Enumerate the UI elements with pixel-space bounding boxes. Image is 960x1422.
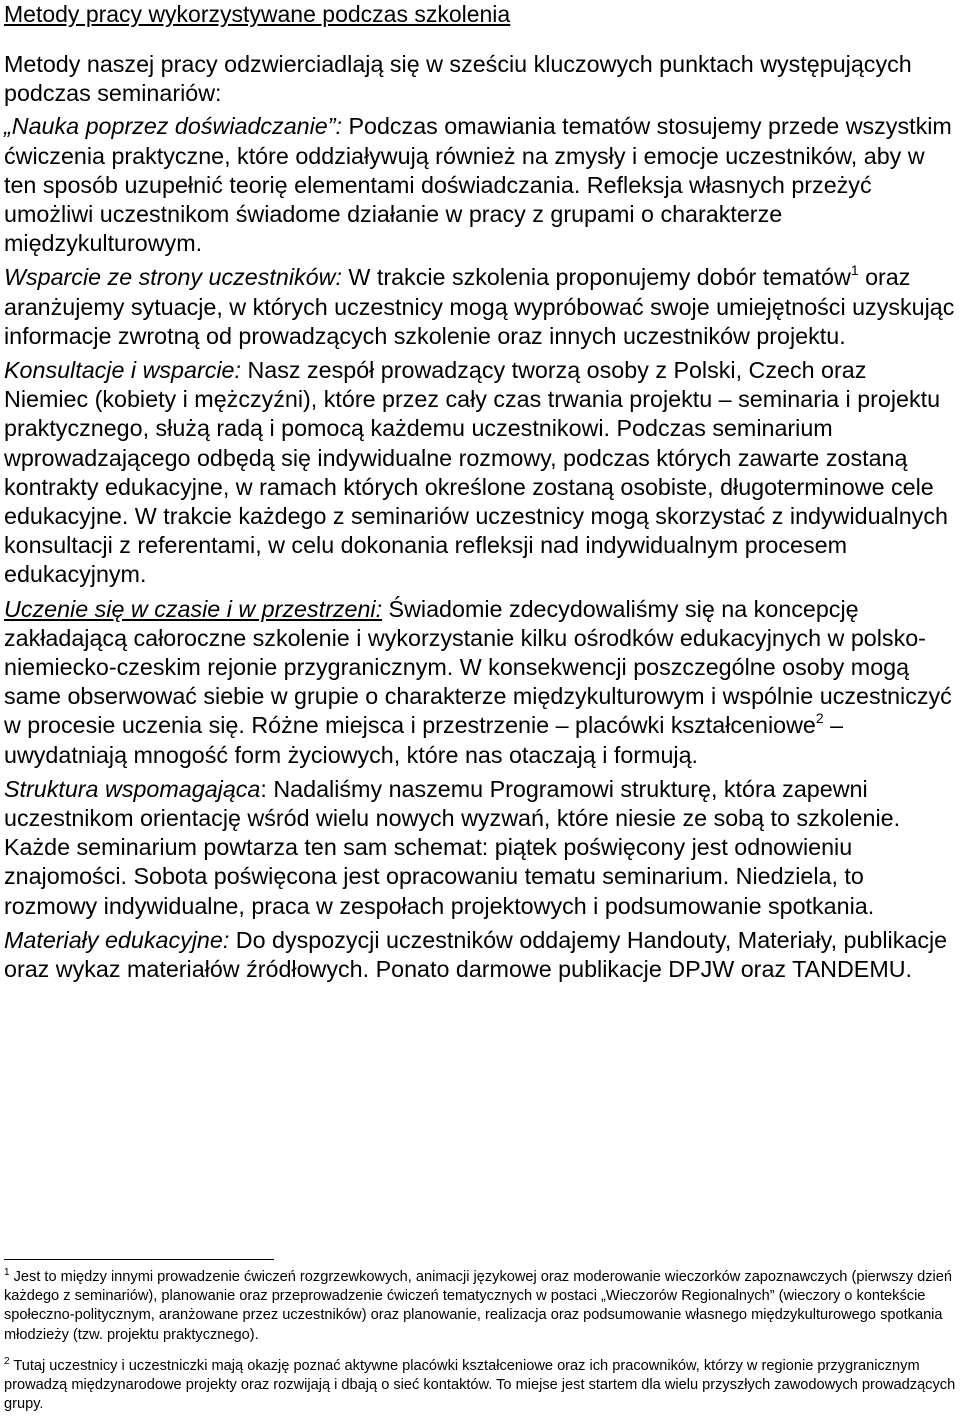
section-text: Świadomie zdecydowaliśmy się na koncepcję zakładającą całoroczne szkolenie i wykorzystanie kilku ośrodków edukacyjnych w polsko-niemiecko-czeskim rejonie przygranicznym. W konsekwencji poszczególne osoby mogą same obserwować siebie w grupie o charakterze międzykulturowym i wspólnie uczestniczyć w procesie uczenia się. Różne miejsca i przestrzenie – placówki kształceniowe <box>4 595 952 739</box>
document-title: Metody pracy wykorzystywane podczas szkolenia <box>4 1 511 27</box>
section-learning-by-experience <box>4 112 956 258</box>
section-participant-support <box>4 263 956 351</box>
section-text: oraz aranżujemy sytuacje, w których uczestnicy mogą wypróbować swoje umiejętności uzyskując informacje zwrotną od prowadzących szkolenie oraz innych uczestników projektu. <box>4 264 955 349</box>
section-learning-time-space <box>4 595 956 770</box>
section-educational-materials <box>4 926 956 984</box>
section-text: Podczas omawiania tematów stosujemy przede wszystkim ćwiczenia praktyczne, które oddziaływują również na zmysły i emocje uczestników, aby w ten sposób uzupełnić teorię elementami doświadczania. Refleksja własnych przeżyć umożliwi uczestnikom świadome działanie w pracy z grupami o charakterze międzykulturowym. <box>4 113 952 257</box>
footnote-divider <box>4 1259 274 1260</box>
section-text: Nasz zespół prowadzący tworzą osoby z Polski, Czech oraz Niemiec (kobiety i mężczyźni), które przez cały czas trwania projektu – seminaria i projektu praktycznego, służą radą i pomocą każdemu uczestnikowi. Podczas seminarium wprowadzającego odbędą się indywidualne rozmowy, podczas których zawarte zostaną kontrakty edukacyjne, w ramach których określone zostaną osobiste, długoterminowe cele edukacyjne. W trakcie każdego z seminariów uczestnicy mogą skorzystać z indywidualnych konsultacji z referentami, w celu dokonania refleksji nad indywidualnym procesem edukacyjnym. <box>4 357 948 588</box>
footnote-mark: 2 <box>4 1355 10 1367</box>
footnotes <box>4 1268 956 1414</box>
footnote-ref-2[interactable]: 2 <box>815 710 824 727</box>
section-label: Struktura wspomagająca <box>4 775 261 802</box>
section-label: Konsultacje i wsparcie: <box>4 357 241 384</box>
section-label: Wsparcie ze strony uczestników: <box>4 264 342 291</box>
section-text: : Nadaliśmy naszemu Programowi strukturę, która zapewni uczestnikom orientację wśród wielu nowych wyzwań, które niesie ze sobą to szkolenie. Każde seminarium powtarza ten sam schemat: piątek poświęcony jest odnowieniu znajomości. Sobota poświęcona jest opracowaniu tematu seminarium. Niedziela, to rozmowy indywidualne, praca w zespołach projektowych i podsumowanie spotkania. <box>4 775 901 919</box>
section-text: – uwydatniają mnogość form życiowych, które nas otaczają i formują. <box>4 712 844 768</box>
section-consultations <box>4 356 956 590</box>
intro-paragraph: Metody naszej pracy odzwierciadlają się w sześciu kluczowych punktach występujących podczas seminariów: <box>4 51 912 107</box>
footnote-text: Tutaj uczestnicy i uczestniczki mają okazję poznać aktywne placówki kształceniowe oraz ich pracowników, którzy w regionie przygranicznym prowadzą międzynarodowe projekty oraz rozwijają i dbają o sieć kontaktów. To miejse jest startem dla wielu przyszłych zawodowych prowadzących grupy. <box>4 1357 956 1413</box>
section-text: Do dyspozycji uczestników oddajemy Handouty, Materiały, publikacje oraz wykaz materiałów źródłowych. Ponato darmowe publikacje DPJW oraz TANDEMU. <box>4 926 948 983</box>
section-support-structure <box>4 775 956 921</box>
section-label: Materiały edukacyjne: <box>4 926 230 953</box>
footnote-1 <box>4 1268 956 1345</box>
section-label: Uczenie się w czasie i w przestrzeni: <box>4 595 383 622</box>
footnote-mark: 1 <box>4 1267 10 1278</box>
document-page <box>4 0 956 984</box>
section-text: W trakcie szkolenia proponujemy dobór tematów <box>341 264 851 291</box>
footnote-text: Jest to między innymi prowadzenie ćwiczeń rozgrzewkowych, animacji językowej oraz moderowanie wieczorków zapoznawczych (pierwszy dzień każdego z seminariów), planowanie oraz przeprowadzenie ćwiczeń tematycznych w postaci „Wieczorów Regionalnych” (wieczory o kontekście społeczno-politycznym, aranżowane przez uczestników) oraz planowanie, realizacja oraz podsumowanie własnego międzykulturowego spotkania młodzieży (tzw. projektu praktycznego). <box>4 1269 953 1343</box>
section-label: „Nauka poprzez doświadczanie”: <box>4 113 342 140</box>
footnote-ref-1[interactable]: 1 <box>850 262 859 279</box>
footnote-2 <box>4 1357 956 1415</box>
